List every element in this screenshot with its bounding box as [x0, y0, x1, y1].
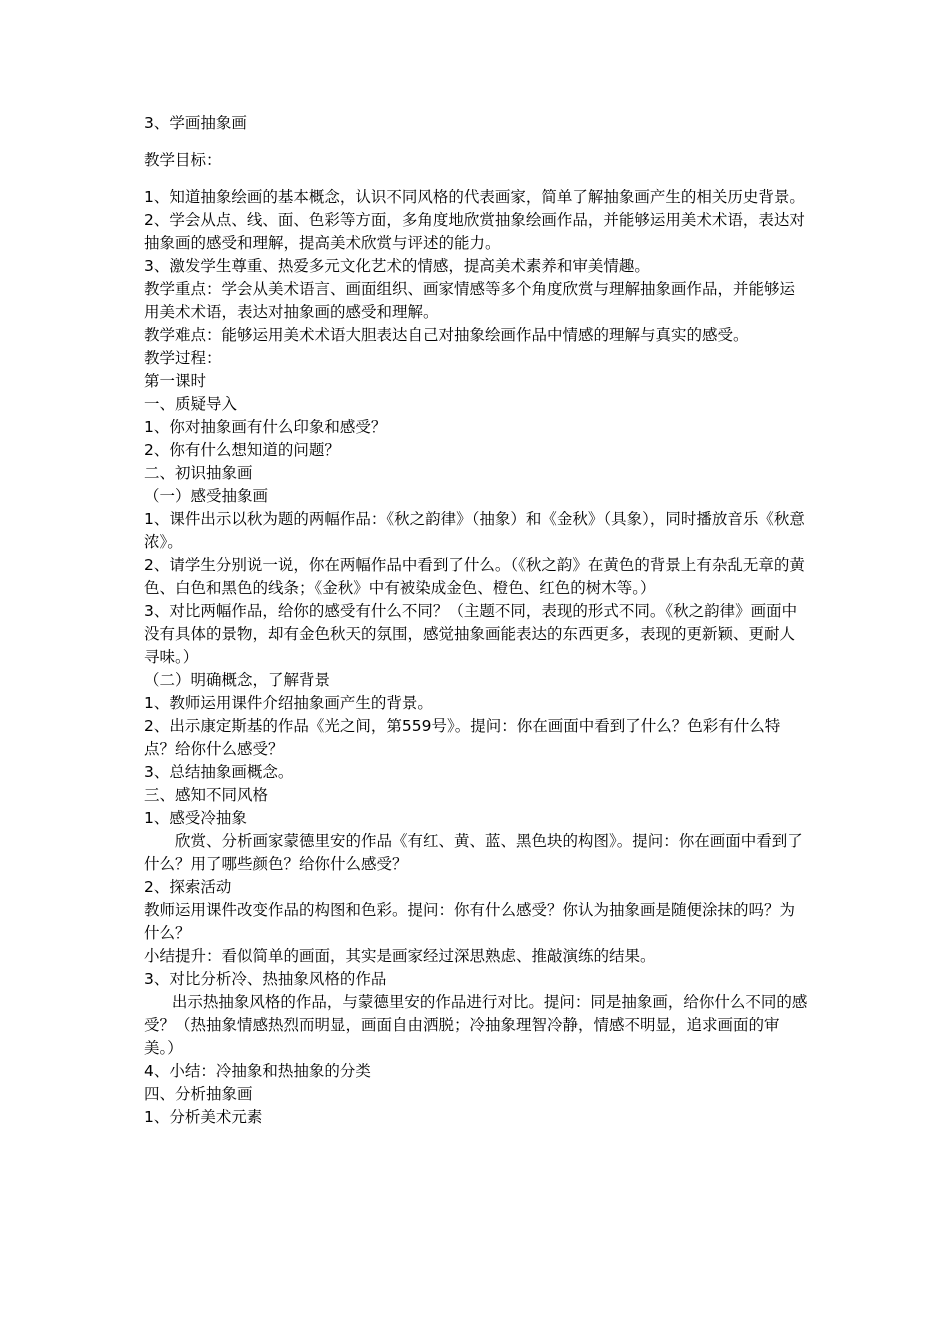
section-heading-2: 二、初识抽象画	[144, 464, 253, 482]
goals-heading: 教学目标：	[144, 151, 222, 169]
section-heading-1: 一、质疑导入	[144, 395, 238, 413]
list-item: 2、你有什么想知道的问题？	[144, 441, 340, 459]
list-item: 1、你对抽象画有什么印象和感受？	[144, 418, 387, 436]
list-item: 3、总结抽象画概念。	[144, 763, 294, 781]
doc-title: 3、学画抽象画	[144, 114, 247, 132]
paragraph: 欣赏、分析画家蒙德里安的作品《有红、黄、蓝、黑色块的构图》。提问：你在画面中看到了什么？用了哪些颜色？给你什么感受？	[144, 832, 803, 873]
list-item: 1、感受冷抽象	[144, 809, 247, 827]
list-item: 3、对比两幅作品，给你的感受有什么不同？（主题不同，表现的形式不同。《秋之韵律》画面中没有具体的景物，却有金色秋天的氛围，感觉抽象画能表达的东西更多，表现的更新颖、更耐人寻味。）	[144, 602, 798, 666]
list-item: 1、教师运用课件介绍抽象画产生的背景。	[144, 694, 433, 712]
list-item: 4、小结：冷抽象和热抽象的分类	[144, 1062, 371, 1080]
list-item: 1、分析美术元素	[144, 1108, 263, 1126]
goal-2: 2、学会从点、线、面、色彩等方面，多角度地欣赏抽象绘画作品，并能够运用美术术语，表达对抽象画的感受和理解，提高美术欣赏与评述的能力。	[144, 211, 805, 252]
section-heading-4: 四、分析抽象画	[144, 1085, 253, 1103]
paragraph: 教师运用课件改变作品的构图和色彩。提问：你有什么感受？你认为抽象画是随便涂抹的吗？为什么？	[144, 901, 796, 942]
list-item: 2、请学生分别说一说，你在两幅作品中看到了什么。（《秋之韵》在黄色的背景上有杂乱无章的黄色、白色和黑色的线条；《金秋》中有被染成金色、橙色、红色的树木等。）	[144, 556, 805, 597]
summary-paragraph: 小结提升：看似简单的画面，其实是画家经过深思熟虑、推敲演练的结果。	[144, 947, 656, 965]
subsection-heading-2: （二）明确概念，了解背景	[144, 671, 331, 689]
list-item: 2、探索活动	[144, 878, 232, 896]
subsection-heading-1: （一）感受抽象画	[144, 487, 269, 505]
goal-1: 1、知道抽象绘画的基本概念，认识不同风格的代表画家，简单了解抽象画产生的相关历史背景。	[144, 188, 805, 206]
lesson-one-heading: 第一课时	[144, 372, 207, 390]
list-item: 1、课件出示以秋为题的两幅作品：《秋之韵律》（抽象）和《金秋》（具象），同时播放音乐《秋意浓》。	[144, 510, 805, 551]
paragraph: 出示热抽象风格的作品，与蒙德里安的作品进行对比。提问：同是抽象画，给你什么不同的感受？（热抽象情感热烈而明显，画面自由洒脱；冷抽象理智冷静，情感不明显，追求画面的审美。）	[144, 993, 808, 1057]
section-heading-3: 三、感知不同风格	[144, 786, 269, 804]
goal-3: 3、激发学生尊重、热爱多元文化艺术的情感，提高美术素养和审美情趣。	[144, 257, 650, 275]
list-item: 2、出示康定斯基的作品《光之间，第559号》。提问：你在画面中看到了什么？色彩有什么特点？给你什么感受？	[144, 717, 781, 758]
difficult-point: 教学难点：能够运用美术术语大胆表达自己对抽象绘画作品中情感的理解与真实的感受。	[144, 326, 749, 344]
list-item: 3、对比分析冷、热抽象风格的作品	[144, 970, 387, 988]
document-page	[144, 112, 808, 1129]
process-heading: 教学过程：	[144, 349, 222, 367]
key-point: 教学重点：学会从美术语言、画面组织、画家情感等多个角度欣赏与理解抽象画作品，并能够运用美术术语，表达对抽象画的感受和理解。	[144, 280, 796, 321]
